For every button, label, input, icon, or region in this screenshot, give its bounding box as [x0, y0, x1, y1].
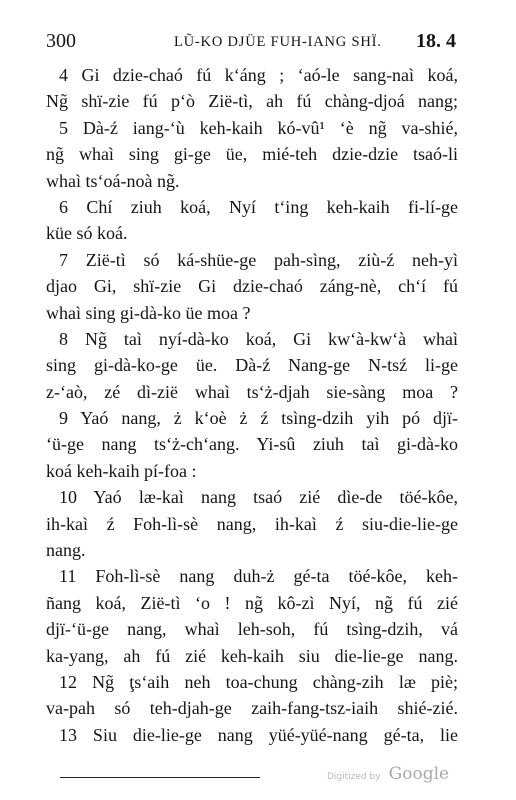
- verse-line: 7 Zië-tì só ká-shüe-ge pah-sìng, ziù-ź neh-yì: [59, 249, 458, 270]
- verse-line: whaì ts‘oá-noà ng̃.: [46, 170, 180, 191]
- digitized-label: Digitized by: [327, 772, 381, 782]
- google-logo: Google: [388, 764, 450, 784]
- verse-line: 9 Yaó nang, ż k‘oè ż ź tsìng-dzih yih pó djï-: [59, 408, 458, 429]
- verse-line: ‘ü-ge nang ts‘ż-ch‘ang. Yi-sû ziuh taì gi-dà-ko: [46, 434, 458, 455]
- verse-line: whaì sing gi-dà-ko üe moa ?: [46, 302, 251, 323]
- verse-line: sing gi-dà-ko-ge üe. Dà-ź Nang-ge N-tsź li-ge: [46, 355, 458, 376]
- verse-line: va-pah só teh-djah-ge zaih-fang-tsz-iaih shié-zié.: [46, 698, 458, 719]
- verse-line: ih-kaì ź Foh-lì-sè nang, ih-kaì ź siu-die-lie-ge: [46, 513, 458, 534]
- page-header: [46, 30, 456, 54]
- verse-line: 6 Chí ziuh koá, Nyí t‘ing keh-kaih fi-lí-ge: [59, 196, 458, 217]
- verse-line: 11 Foh-lì-sè nang duh-ż gé-ta töé-kôe, keh-: [59, 566, 458, 587]
- verse-line: djï-‘ü-ge nang, whaì leh-soh, fú tsìng-dzih, vá: [46, 619, 458, 640]
- page-body: [46, 62, 458, 748]
- verse-line: Ng̃ shï-zie fú p‘ò Zië-tì, ah fú chàng-djoá nang;: [46, 91, 458, 112]
- verse-line: 10 Yaó læ-kaì nang tsaó zié dìe-de töé-kôe,: [59, 487, 458, 508]
- digitized-watermark: [327, 764, 449, 784]
- verse-line: ka-yang, ah fú zié keh-kaih siu die-lie-ge nang.: [46, 645, 458, 666]
- verse-line: z-‘aò, zé dì-zië whaì ts‘ż-djah sie-sàng moa ?: [46, 381, 458, 402]
- running-title: LŨ-KO DJÜE FUH-IANG SHÏ.: [174, 34, 382, 50]
- verse-line: 13 Siu die-lie-ge nang yüé-yüé-nang gé-ta, lie: [59, 724, 458, 745]
- chapter-verse-marker: 18. 4: [416, 30, 456, 52]
- verse-line: 5 Dà-ź iang-‘ù keh-kaih kó-vû¹ ‘è ng̃ va-shié,: [59, 117, 458, 138]
- verse-line: ng̃ whaì sing gi-ge üe, mié-teh dzie-dzie tsaó-li: [46, 144, 458, 165]
- verse-line: 8 Ng̃ taì nyí-dà-ko koá, Gi kw‘à-kw‘à whaì: [59, 328, 458, 349]
- verse-line: nang.: [46, 540, 86, 561]
- footer-rule: [60, 777, 260, 778]
- verse-line: ñang koá, Zië-tì ‘o ! ng̃ kô-zì Nyí, ng̃ fú zié: [46, 592, 458, 613]
- verse-line: djao Gi, shï-zie Gi dzie-chaó záng-nè, ch‘í fú: [46, 276, 458, 297]
- page-number: 300: [46, 30, 76, 52]
- verse-line: küe só koá.: [46, 223, 128, 244]
- verse-line: koá keh-kaih pí-foa :: [46, 460, 197, 481]
- verse-line: 4 Gi dzie-chaó fú k‘áng ; ‘aó-le sang-naì koá,: [59, 65, 458, 85]
- verse-line: 12 Ng̃ ţs‘aih neh toa-chung chàng-zih læ piè;: [59, 671, 458, 692]
